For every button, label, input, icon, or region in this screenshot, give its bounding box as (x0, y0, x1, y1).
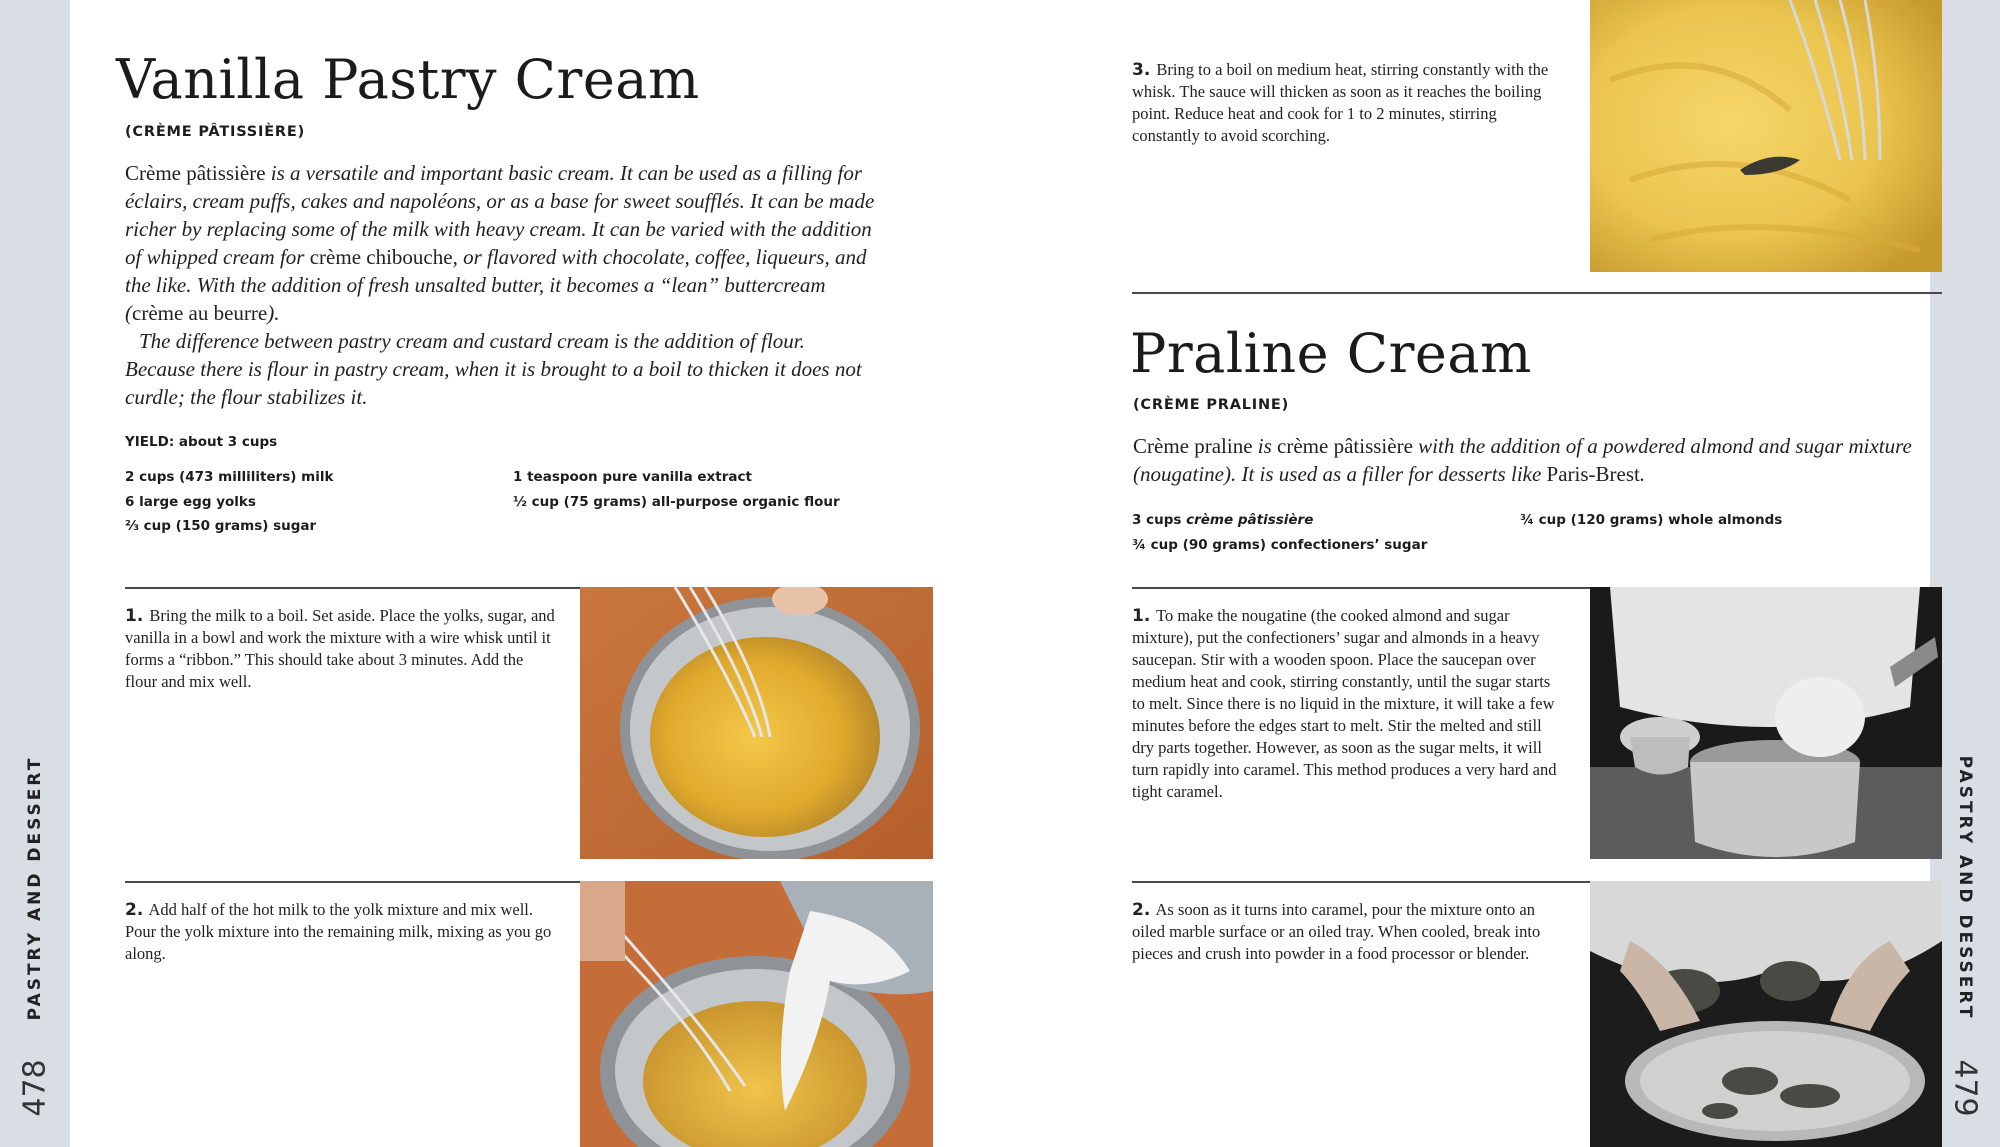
pouring-milk-photo (580, 881, 933, 1147)
whisking-yolks-photo (580, 587, 933, 859)
divider (1132, 292, 1942, 294)
ingredient-item: ⅔ cup (150 grams) sugar (125, 518, 317, 534)
praline-title: Praline Cream (1130, 322, 1532, 385)
vanilla-step-1: 1. Bring the milk to a boil. Set aside. Place the yolks, sugar, and vanilla in a bowl and work the mixture with a wire whisk until it forms a “ribbon.” This should take about 3 minutes. Add the flour and mix well. (125, 606, 555, 691)
intro-text-run: crème chibouche (309, 245, 453, 269)
ingredient-item: ¾ cup (90 grams) confectioners’ sugar (1132, 536, 1428, 553)
vanilla-ingredients-col2 (513, 465, 840, 514)
vanilla-intro (125, 159, 875, 411)
vanilla-intro-paragraph-1 (125, 159, 875, 327)
intro-text-run: is a versatile and important basic cream. It can be used as a filling for éclairs, cream puffs, cakes and napoléons, or as a base for sweet soufflés. It can be made richer by replacing some of the milk with heavy cream. It can be varied with the addition of whipped cream for (125, 161, 875, 269)
vanilla-intro-paragraph-2: The difference between pastry cream and custard cream is the addition of flour. Because there is flour in pastry cream, when it is brought to a boil to thicken it does not curdle; the flour stabilizes it. (125, 329, 862, 409)
praline-ingredients-col2 (1520, 508, 1782, 533)
intro-text-run: . (1639, 462, 1646, 486)
intro-text-run: ). (267, 301, 280, 325)
praline-ingredients-col1 (1132, 508, 1427, 557)
right-section-label: PASTRY AND DESSERT (1955, 755, 1975, 1021)
vanilla-subtitle: (CRÈME PÂTISSIÈRE) (125, 124, 306, 140)
intro-text-run: crème pâtissière (1277, 434, 1413, 458)
ingredient-item: 2 cups (473 milliliters) milk (125, 469, 334, 485)
vanilla-yield: YIELD: about 3 cups (125, 434, 278, 450)
ingredient-item: 6 large egg yolks (125, 493, 256, 510)
left-section-label: PASTRY AND DESSERT (25, 755, 45, 1021)
ingredient-item: 1 teaspoon pure vanilla extract (513, 469, 752, 485)
intro-text-run: , or flavored with chocolate, coffee, liqueurs, and the like. With the addition of fresh unsalted butter, it becomes a “lean” buttercream ( (125, 245, 867, 325)
right-page-number: 479 (1947, 1059, 1983, 1117)
left-side-band (0, 0, 70, 1147)
vanilla-ingredients-col1 (125, 465, 333, 539)
intro-text-run: Crème pâtissière (125, 161, 266, 185)
vanilla-step-3: 3. Bring to a boil on medium heat, stirring constantly with the whisk. The sauce will thicken as soon as it reaches the boiling point. Reduce heat and cook for 1 to 2 minutes, stirring constantly to avoid scorching. (1132, 60, 1549, 145)
intro-text-run: with the addition of a powdered almond and sugar mixture (nougatine). It is used as a filler for desserts like (1133, 434, 1912, 486)
ingredient-item: ½ cup (75 grams) all-purpose organic flour (513, 493, 840, 510)
left-page-number: 478 (17, 1059, 53, 1117)
praline-subtitle: (CRÈME PRALINE) (1133, 397, 1290, 413)
intro-text-run: is (1252, 434, 1278, 458)
intro-text-run: crème au beurre (132, 301, 268, 325)
intro-text-run: Crème praline (1133, 434, 1253, 458)
praline-step-2: 2. As soon as it turns into caramel, pour the mixture onto an oiled marble surface or an oiled tray. When cooled, break into pieces and crush into powder in a food processor or blender. (1132, 900, 1541, 963)
vanilla-title: Vanilla Pastry Cream (116, 48, 700, 111)
praline-step-1: 1. To make the nougatine (the cooked almond and sugar mixture), put the confectioners’ sugar and almonds in a heavy saucepan. Stir with a wooden spoon. Place the saucepan over medium heat and cook, stirring constantly, until the sugar starts to melt. Since there is no liquid in the mixture, it will take a few minutes before the edges start to melt. Stir the melted and still dry parts together. However, as soon as the sugar melts, it will turn rapidly into caramel. This method produces a very hard and tight caramel. (1132, 606, 1557, 801)
crushed-caramel-photo (1590, 881, 1942, 1147)
saucepan-sugar-photo (1590, 587, 1942, 859)
ingredient-item: 3 cups crème pâtissière (1132, 512, 1314, 528)
ingredient-item: ¾ cup (120 grams) whole almonds (1520, 512, 1783, 528)
vanilla-step-2: 2. Add half of the hot milk to the yolk mixture and mix well. Pour the yolk mixture into the remaining milk, mixing as you go along. (125, 900, 552, 963)
praline-intro (1133, 432, 1923, 488)
intro-text-run: Paris-Brest (1546, 462, 1640, 486)
thickened-cream-photo (1590, 0, 1942, 272)
